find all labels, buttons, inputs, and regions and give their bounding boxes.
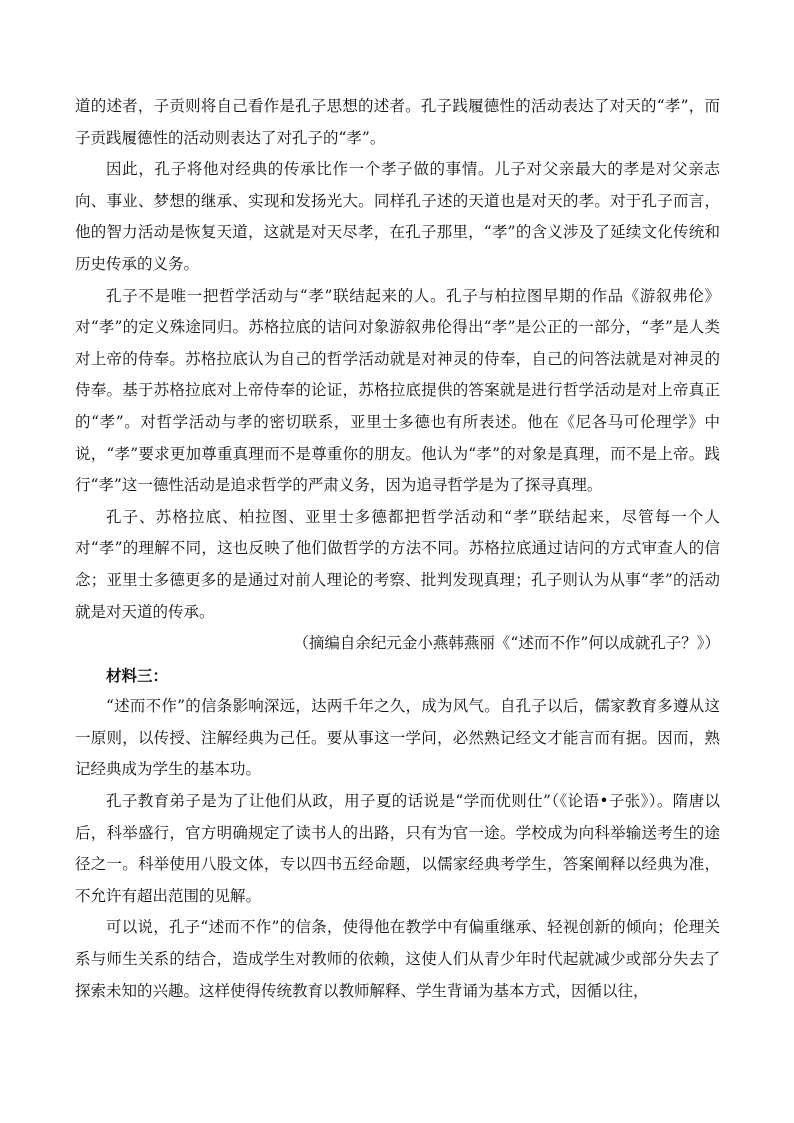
paragraph-socrates-plato-aristotle: 孔子不是唯一把哲学活动与“孝”联结起来的人。孔子与柏拉图早期的作品《游叙弗伦》对“孝”的定义殊途同归。苏格拉底的诘问对象游叙弗伦得出“孝”是公正的一部分，“孝”是人类对上帝的侍奉。苏格拉底认为自己的哲学活动就是对神灵的侍奉，自己的问答法就是对神灵的侍奉。基于苏格拉底对上帝侍奉的论证，苏格拉底提供的答案就是进行哲学活动是对上帝真正的“孝”。对哲学活动与孝的密切联系，亚里士多德也有所表述。他在《尼各马可伦理学》中说，“孝”要求更加尊重真理而不是尊重你的朋友。他认为“孝”的对象是真理，而不是上帝。践行“孝”这一德性活动是追求哲学的严肃义务，因为追寻哲学是为了探寻真理。 (75, 286, 720, 495)
section-heading-material-three: 材料三： (106, 665, 169, 685)
paragraph-conclusion: 可以说，孔子“述而不作”的信条，使得他在教学中有偏重继承、轻视创新的倾向；伦理关系与师生关系的结合，造成学生对教师的依赖，这使人们从青少年时代起就减少或部分失去了探索未知的兴趣。这样使得传统教育以教师解释、学生背诵为基本方式，因循以往， (75, 918, 720, 1000)
paragraph-filial-piety-inheritance: 因此，孔子将他对经典的传承比作一个孝子做的事情。儿子对父亲最大的孝是对父亲志向、事业、梦想的继承、实现和发扬光大。同样孔子述的天道也是对天的孝。对于孔子而言，他的智力活动是恢复天道，这就是对天尽孝，在孔子那里，“孝”的含义涉及了延续文化传统和历史传承的义务。 (75, 160, 720, 273)
paragraph-imperial-exam: 孔子教育弟子是为了让他们从政，用子夏的话说是“学而优则仕”（《论语•子张》）。隋唐以后，科举盛行，官方明确规定了读书人的出路，只有为官一途。学校成为向科举输送考生的途径之一。科举使用八股文体，专以四书五经命题，以儒家经典考学生，答案阐释以经典为准，不允许有超出范围的见解。 (75, 792, 720, 905)
paragraph-continued: 道的述者，子贡则将自己看作是孔子思想的述者。孔子践履德性的活动表达了对天的“孝”，而子贡践履德性的活动则表达了对孔子的“孝”。 (75, 97, 720, 147)
paragraph-philosophy-methods: 孔子、苏格拉底、柏拉图、亚里士多德都把哲学活动和“孝”联结起来，尽管每一个人对“孝”的理解不同，这也反映了他们做哲学的方法不同。苏格拉底通过诘问的方式审查人的信念；亚里士多德更多的是通过对前人理论的考察、批判发现真理；孔子则认为从事“孝”的活动就是对天道的传承。 (75, 507, 720, 621)
document-page (75, 91, 720, 1007)
source-citation: （摘编自余纪元金小燕韩燕丽《“述而不作”何以成就孔子？》） (293, 634, 720, 653)
paragraph-influence: “述而不作”的信条影响深远，达两千年之久，成为风气。自孔子以后，儒家教育多遵从这一原则，以传授、注解经典为己任。要从事这一学问，必然熟记经文才能言而有据。因而，熟记经典成为学生的基本功。 (75, 697, 720, 779)
